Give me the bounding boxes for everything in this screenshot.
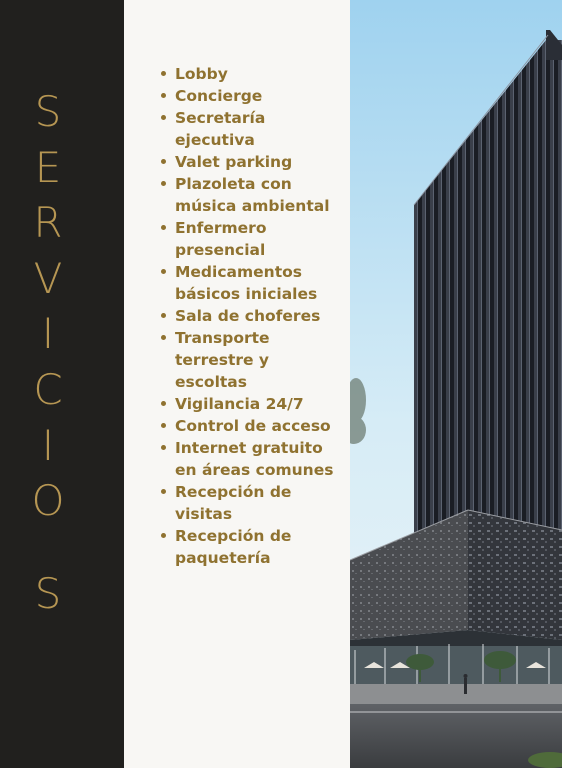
- title-letter: I: [41, 420, 55, 470]
- building-illustration: [350, 0, 562, 768]
- services-panel: [124, 0, 350, 768]
- person-silhouette: [464, 674, 468, 694]
- service-item: Enfermero presencial: [175, 217, 345, 261]
- services-list: [124, 63, 345, 569]
- title-letter: O: [31, 476, 65, 526]
- ground-floor: [350, 630, 562, 690]
- service-item: Plazoleta con música ambiental: [175, 173, 345, 217]
- title-letter: V: [33, 253, 63, 303]
- service-item: Recepción de visitas: [175, 481, 345, 525]
- service-item: Medicamentos básicos iniciales: [175, 261, 345, 305]
- service-item: Secretaría ejecutiva: [175, 107, 345, 151]
- service-item: Control de acceso: [175, 415, 345, 437]
- service-item: Transporte terrestre y escoltas: [175, 327, 345, 393]
- service-item: Internet gratuito en áreas comunes: [175, 437, 345, 481]
- service-item: Valet parking: [175, 151, 345, 173]
- title-letter: I: [41, 309, 55, 359]
- service-item: Concierge: [175, 85, 345, 107]
- vertical-title: [0, 84, 96, 621]
- title-letter: C: [33, 364, 63, 414]
- service-item: Lobby: [175, 63, 345, 85]
- title-letter: E: [34, 142, 62, 192]
- building-photo: [350, 0, 562, 768]
- service-item: Recepción de paquetería: [175, 525, 345, 569]
- title-letter: S: [34, 568, 62, 618]
- title-letter: S: [34, 87, 62, 136]
- title-panel: [0, 0, 124, 768]
- title-letter: R: [33, 198, 63, 248]
- service-item: Vigilancia 24/7: [175, 393, 345, 415]
- tree-silhouette: [350, 378, 366, 444]
- service-item: Sala de choferes: [175, 305, 345, 327]
